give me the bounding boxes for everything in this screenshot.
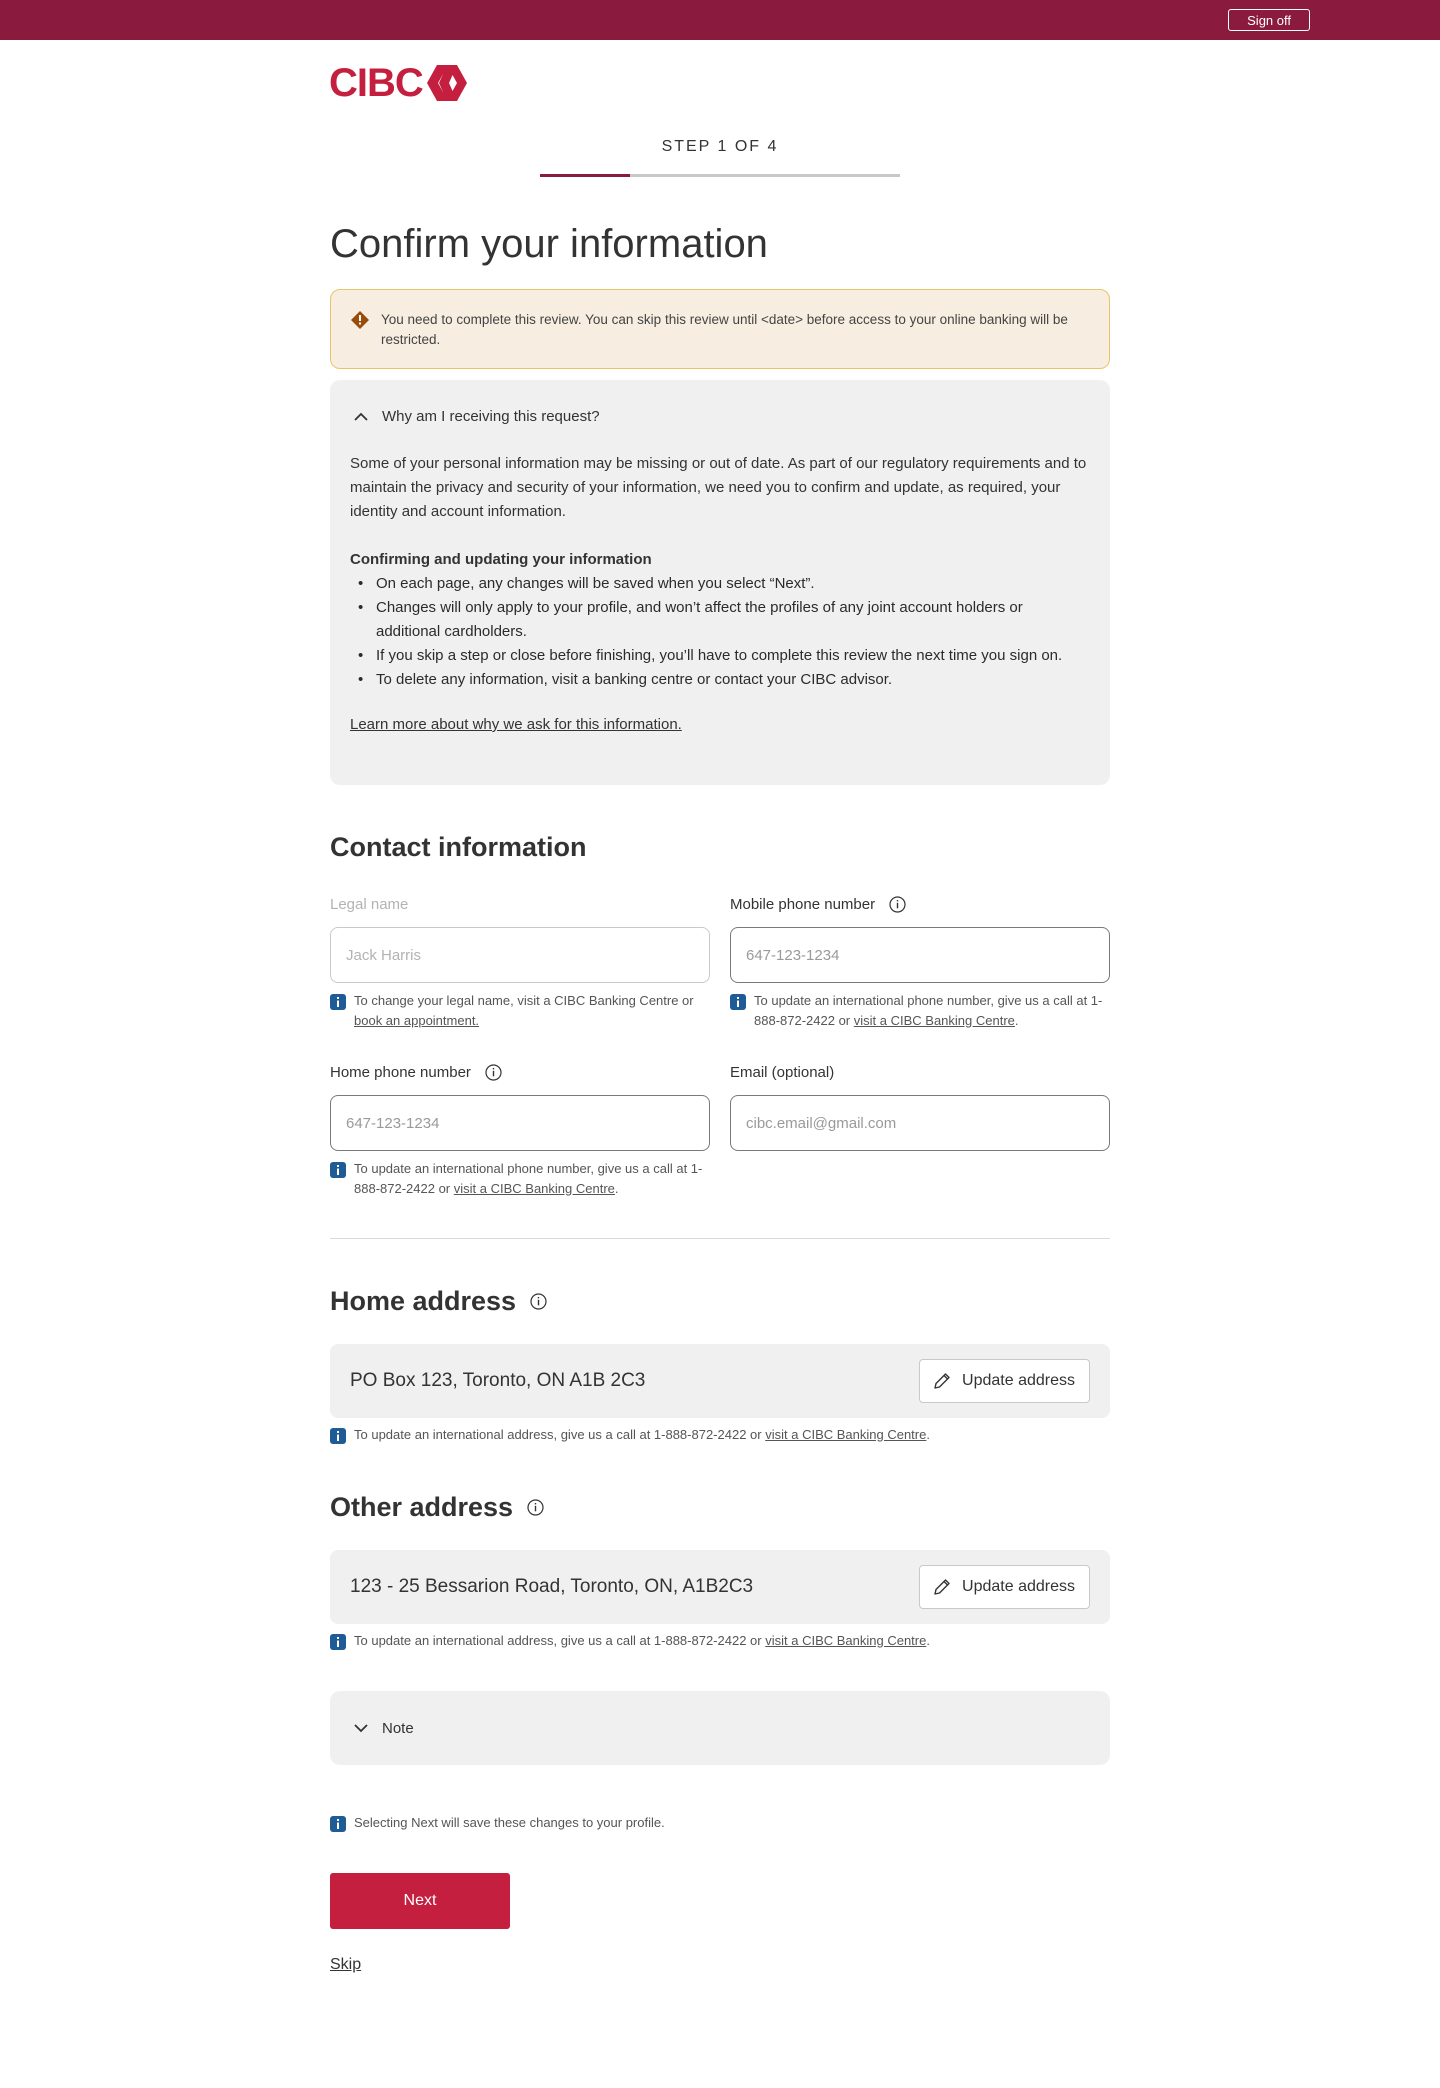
mobile-phone-label xyxy=(730,896,906,913)
visit-banking-centre-link[interactable]: visit a CIBC Banking Centre xyxy=(765,1427,927,1442)
info-icon[interactable] xyxy=(527,1499,544,1516)
home-address-box xyxy=(330,1344,1110,1418)
hint-text: To change your legal name, visit a CIBC Banking Centre or xyxy=(354,993,694,1008)
info-icon[interactable] xyxy=(889,896,906,913)
sign-off-button[interactable]: Sign off xyxy=(1228,9,1310,31)
mobile-phone-label-text: Mobile phone number xyxy=(730,896,876,913)
other-address-title-text: Other address xyxy=(330,1492,514,1522)
legal-name-field: Jack Harris xyxy=(330,927,710,983)
top-bar xyxy=(0,0,1440,40)
info-badge-icon xyxy=(330,1816,346,1832)
update-address-label: Update address xyxy=(962,1372,1075,1389)
hint-text: To update an international address, give us a call at 1-888-872-2422 or xyxy=(354,1633,762,1648)
info-icon[interactable] xyxy=(485,1064,502,1081)
info-badge-icon xyxy=(330,1634,346,1650)
pencil-icon xyxy=(932,1577,952,1597)
why-accordion xyxy=(330,380,1110,785)
mobile-phone-hint xyxy=(730,991,1115,1031)
info-badge-icon xyxy=(330,994,346,1010)
visit-banking-centre-link[interactable]: visit a CIBC Banking Centre xyxy=(853,1013,1015,1028)
email-label: Email (optional) xyxy=(730,1064,835,1081)
hint-text-end: . xyxy=(614,1181,619,1196)
visit-banking-centre-link[interactable]: visit a CIBC Banking Centre xyxy=(765,1633,927,1648)
section-divider xyxy=(330,1238,1110,1239)
home-phone-label xyxy=(330,1064,502,1081)
why-accordion-title: Why am I receiving this request? xyxy=(382,407,600,425)
hint-text: Selecting Next will save these changes to your profile. xyxy=(354,1815,665,1830)
warning-alert xyxy=(330,289,1110,369)
hint-text: To update an international address, give us a call at 1-888-872-2422 or xyxy=(354,1427,762,1442)
why-bullet-list xyxy=(350,572,1090,692)
warning-icon xyxy=(351,311,369,329)
page-title: Confirm your information xyxy=(330,222,768,266)
learn-more-link[interactable]: Learn more about why we ask for this information. xyxy=(350,716,682,733)
hint-text: To update an international phone number, give us a call at 1-888-872-2422 or xyxy=(754,993,1103,1028)
home-address-title xyxy=(330,1286,547,1317)
other-address-title xyxy=(330,1492,544,1523)
list-item: • To delete any information, visit a banking centre or contact your CIBC advisor. xyxy=(350,668,1090,692)
list-item: • On each page, any changes will be saved when you select “Next”. xyxy=(350,572,1090,596)
list-item: • Changes will only apply to your profile, and won’t affect the profiles of any joint account holders or additional cardholders. xyxy=(350,596,1090,644)
home-address-title-text: Home address xyxy=(330,1286,517,1316)
step-indicator: STEP 1 OF 4 xyxy=(661,138,779,155)
hint-text-end: . xyxy=(926,1633,930,1648)
info-icon[interactable] xyxy=(530,1293,547,1310)
pencil-icon xyxy=(932,1371,952,1391)
info-badge-icon xyxy=(330,1162,346,1178)
email-field[interactable]: cibc.email@gmail.com xyxy=(730,1095,1110,1151)
list-item: • If you skip a step or close before finishing, you’ll have to complete this review the next time you sign on. xyxy=(350,644,1090,668)
legal-name-hint xyxy=(330,991,715,1031)
info-badge-icon xyxy=(730,994,746,1010)
chevron-down-icon xyxy=(354,1724,368,1733)
update-home-address-button[interactable] xyxy=(919,1359,1090,1403)
mobile-phone-field[interactable]: 647-123-1234 xyxy=(730,927,1110,983)
update-other-address-button[interactable] xyxy=(919,1565,1090,1609)
book-appointment-link[interactable]: book an appointment. xyxy=(354,1013,480,1028)
cibc-logo[interactable] xyxy=(329,62,469,104)
skip-link[interactable]: Skip xyxy=(330,1956,362,1973)
note-label: Note xyxy=(382,1719,414,1737)
home-phone-label-text: Home phone number xyxy=(330,1064,471,1081)
other-address-value: 123 - 25 Bessarion Road, Toronto, ON, A1B2C3 xyxy=(350,1576,754,1597)
visit-banking-centre-link[interactable]: visit a CIBC Banking Centre xyxy=(453,1181,615,1196)
home-phone-hint xyxy=(330,1159,715,1199)
logo-diamond-icon xyxy=(425,63,469,103)
info-badge-icon xyxy=(330,1428,346,1444)
chevron-up-icon xyxy=(354,412,368,421)
alert-text: You need to complete this review. You can skip this review until <date> before access to your online banking will be restricted. xyxy=(381,312,1068,347)
why-accordion-header[interactable] xyxy=(350,380,1090,452)
progress-bar xyxy=(540,174,900,177)
next-button[interactable]: Next xyxy=(330,1873,510,1929)
progress-bar-fill xyxy=(540,174,630,177)
note-accordion[interactable] xyxy=(330,1691,1110,1765)
hint-text: To update an international phone number, give us a call at 1-888-872-2422 or xyxy=(354,1161,703,1196)
legal-name-label: Legal name xyxy=(330,896,409,913)
save-hint xyxy=(330,1813,1110,1833)
why-subheading: Confirming and updating your information xyxy=(350,551,652,568)
other-address-box xyxy=(330,1550,1110,1624)
hint-text-end: . xyxy=(926,1427,930,1442)
other-address-hint xyxy=(330,1631,1110,1651)
logo-text: CIBC xyxy=(329,61,423,105)
contact-section-title: Contact information xyxy=(330,832,587,862)
hint-text-end: . xyxy=(1014,1013,1019,1028)
home-address-hint xyxy=(330,1425,1110,1445)
why-paragraph: Some of your personal information may be missing or out of date. As part of our regulatory requirements and to maintain the privacy and security of your information, we need you to confirm and update, as required, your identity and account information. xyxy=(350,455,1087,520)
home-address-value: PO Box 123, Toronto, ON A1B 2C3 xyxy=(350,1370,646,1391)
home-phone-field[interactable]: 647-123-1234 xyxy=(330,1095,710,1151)
update-address-label: Update address xyxy=(962,1578,1075,1595)
